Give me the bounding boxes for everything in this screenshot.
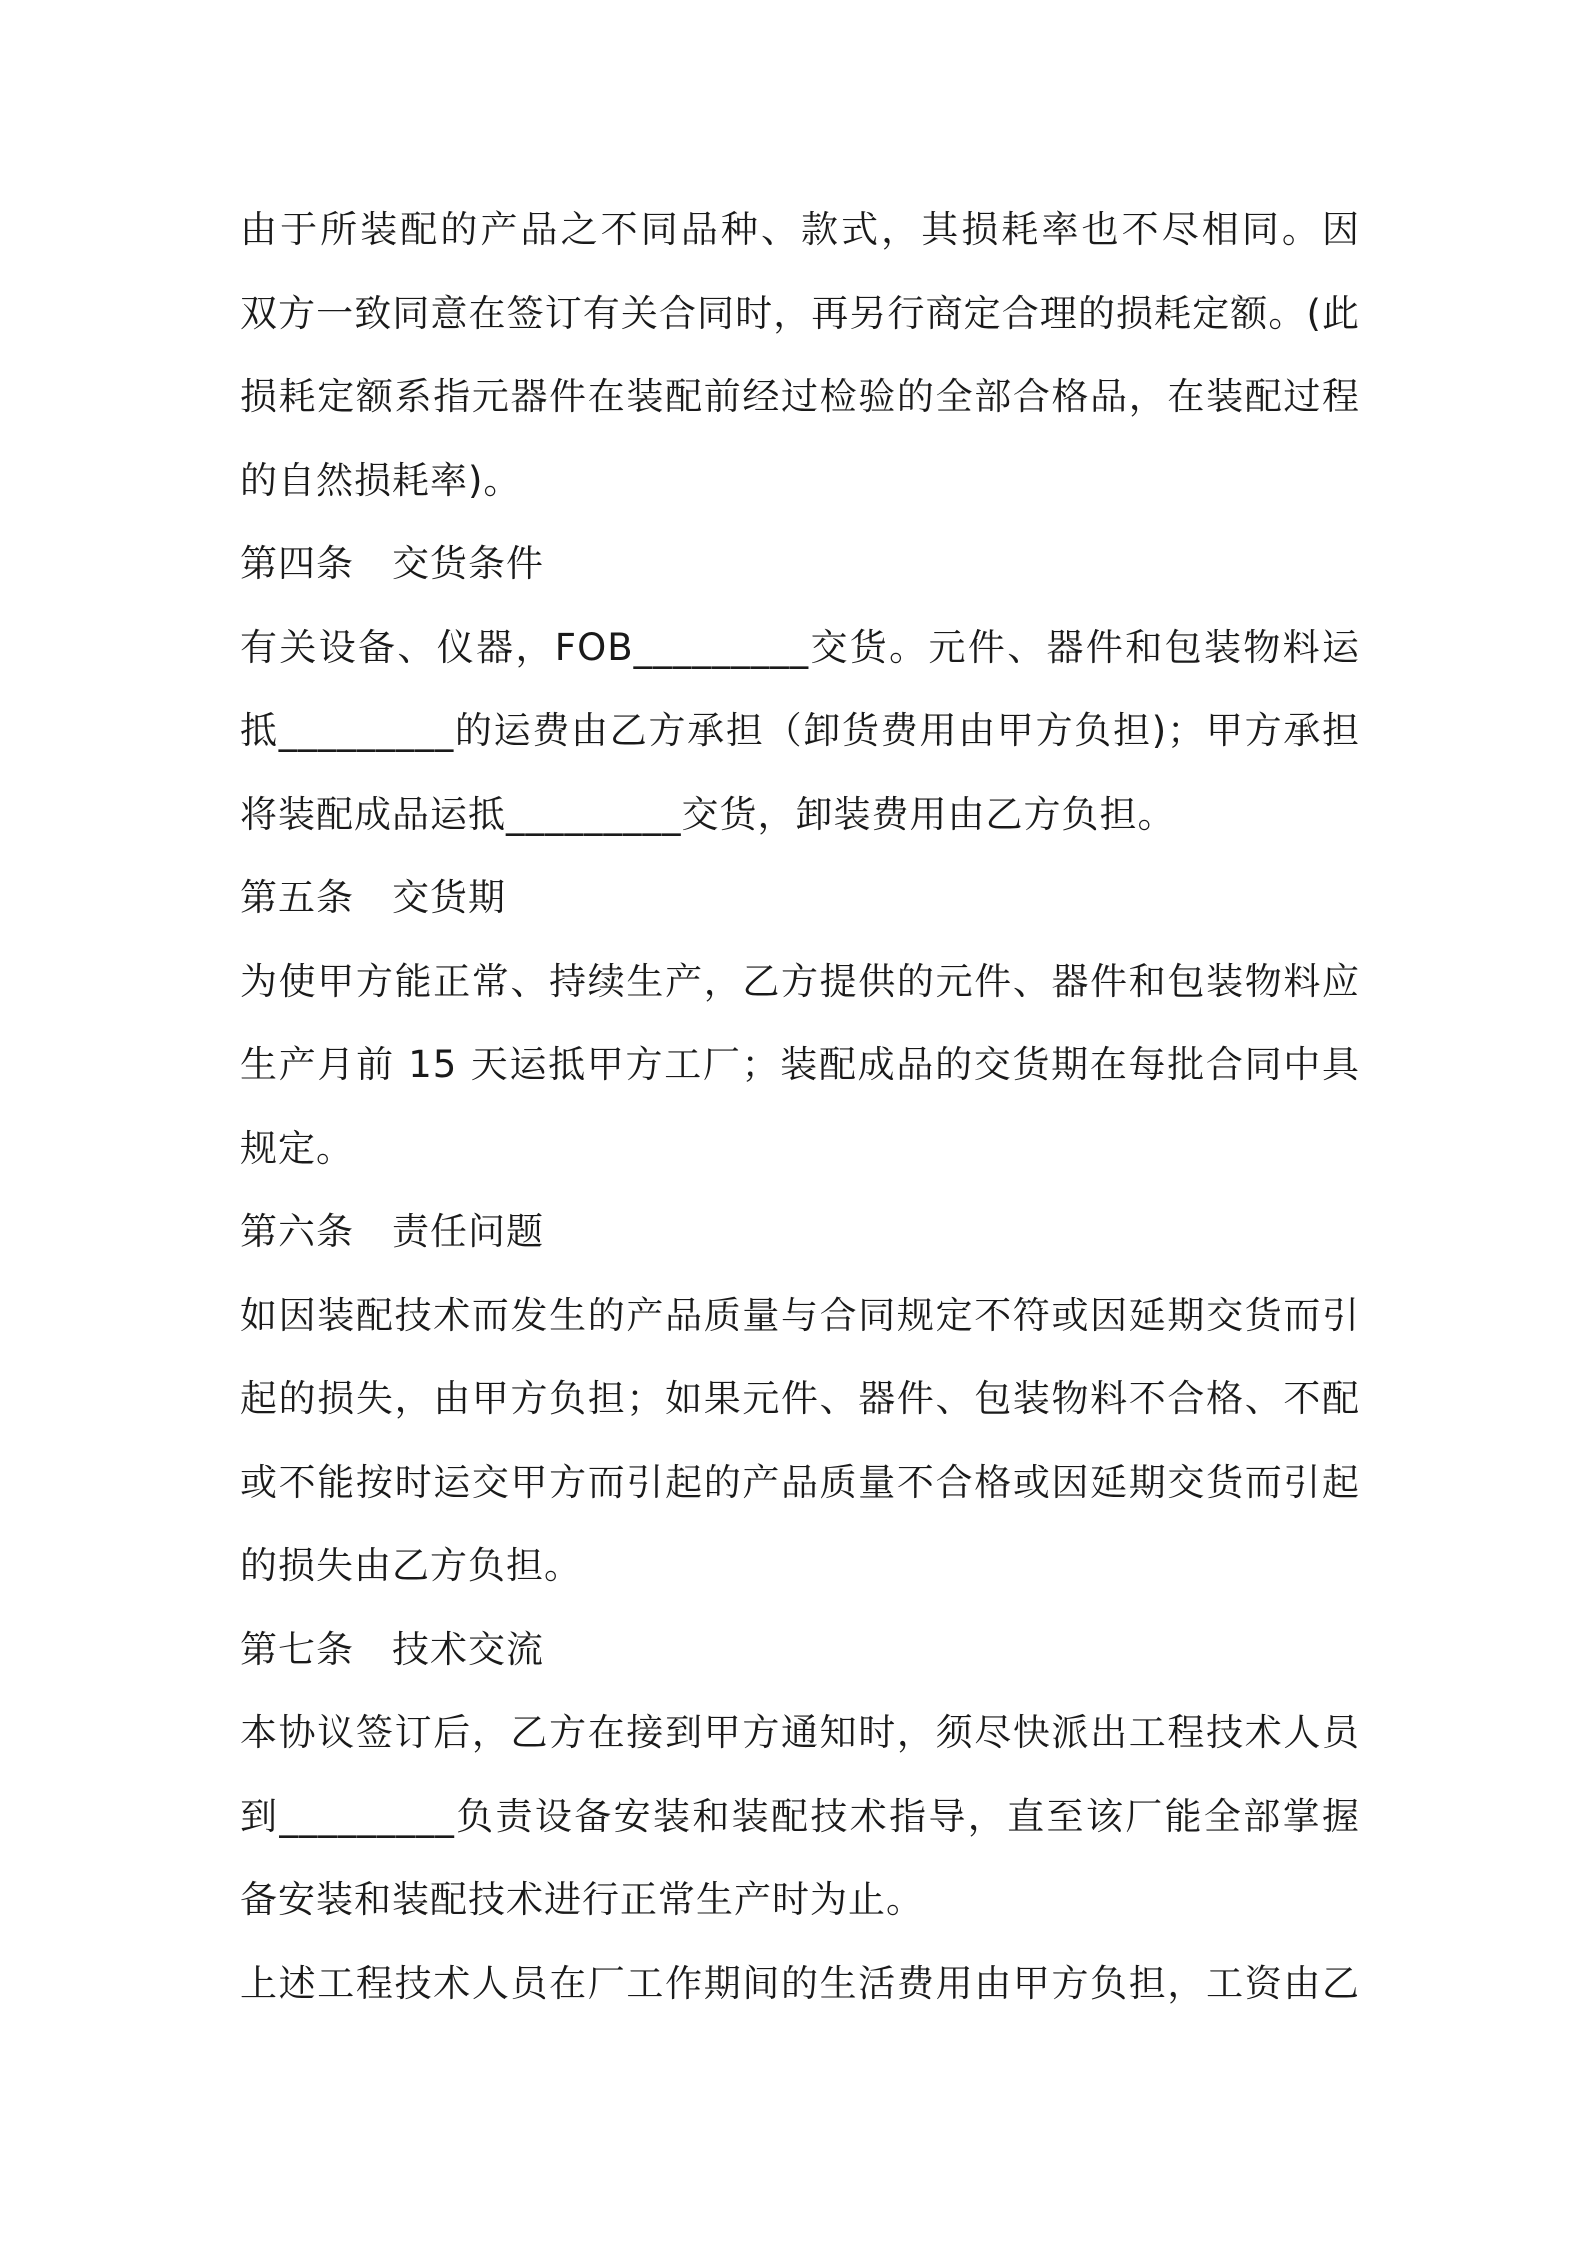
paragraph-line: 将装配成品运抵_________交货，卸装费用由乙方负担。 [240, 792, 1176, 836]
document-body [240, 188, 1360, 2025]
paragraph-line: 的损失由乙方负担。 [240, 1544, 582, 1587]
article-heading: 第五条 交货期 [240, 876, 506, 919]
paragraph-line: 抵_________的运费由乙方承担（卸货费用由甲方负担)；甲方承担 [240, 709, 1360, 752]
paragraph-line: 有关设备、仪器，FOB_________交货。元件、器件和包装物料运 [240, 625, 1360, 669]
article-heading: 第六条 责任问题 [240, 1210, 544, 1253]
paragraph-line: 上述工程技术人员在厂工作期间的生活费用由甲方负担，工资由乙 [240, 1961, 1360, 2005]
paragraph-line: 到_________负责设备安装和装配技术指导，直至该厂能全部掌握 [240, 1794, 1360, 1838]
paragraph-line: 的自然损耗率)。 [240, 458, 522, 502]
paragraph-line: 生产月前 15 天运抵甲方工厂；装配成品的交货期在每批合同中具 [240, 1043, 1360, 1086]
paragraph-line: 为使甲方能正常、持续生产，乙方提供的元件、器件和包装物料应 [240, 959, 1360, 1003]
paragraph-line: 由于所装配的产品之不同品种、款式，其损耗率也不尽相同。因 [240, 208, 1360, 251]
paragraph-line: 本协议签订后，乙方在接到甲方通知时，须尽快派出工程技术人员 [240, 1711, 1360, 1754]
paragraph-line: 起的损失，由甲方负担；如果元件、器件、包装物料不合格、不配 [240, 1377, 1360, 1420]
paragraph-line: 双方一致同意在签订有关合同时，再另行商定合理的损耗定额。(此 [240, 291, 1360, 335]
paragraph-line: 备安装和装配技术进行正常生产时为止。 [240, 1878, 924, 1921]
paragraph-line: 如因装配技术而发生的产品质量与合同规定不符或因延期交货而引 [240, 1293, 1360, 1337]
paragraph-line: 或不能按时运交甲方而引起的产品质量不合格或因延期交货而引起 [240, 1460, 1360, 1504]
paragraph-line: 损耗定额系指元器件在装配前经过检验的全部合格品，在装配过程 [240, 375, 1360, 418]
paragraph-line: 规定。 [240, 1126, 354, 1170]
article-heading: 第四条 交货条件 [240, 542, 544, 585]
article-heading: 第七条 技术交流 [240, 1627, 544, 1671]
